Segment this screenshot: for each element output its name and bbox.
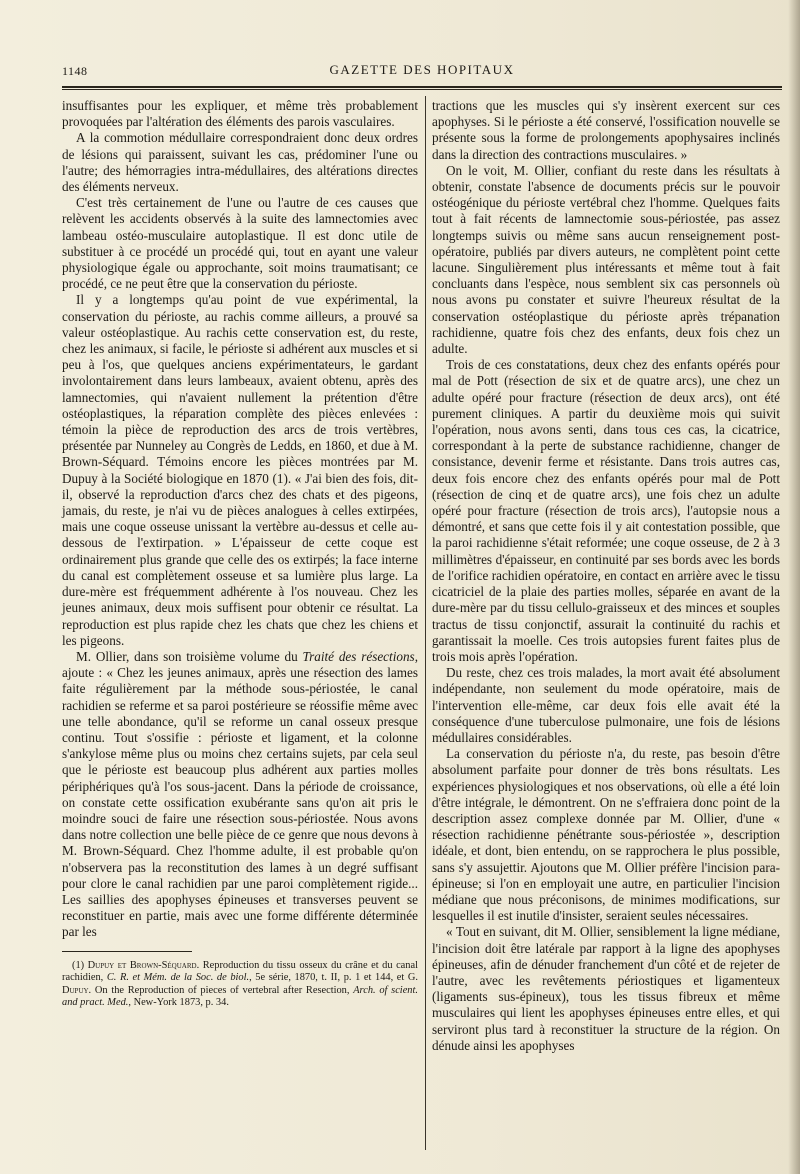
footnote-rule bbox=[62, 951, 192, 952]
paragraph: « Tout en suivant, dit M. Ollier, sensiblement la ligne médiane, l'incision doit être latérale par rapport à la ligne des apophyses épineuses, afin de dénuder franchement d'un côté et de rejeter de l'autre, avec les revêtements périostiques et ligamenteux (ligaments sus-épineux), tous les tissus fibreux et même musculaires qui lient les apophyses épineuses entre elles, et qui serviront plus tard à reconstituer la structure de la région. On dénude ainsi les apophyses bbox=[432, 924, 780, 1053]
page-number: 1148 bbox=[62, 64, 88, 78]
footnote-journal: Arch. of scient. and pract. Med. bbox=[62, 984, 418, 1009]
paragraph: insuffisantes pour les expliquer, et même très probablement provoquées par l'altération des éléments des parois vasculaires. bbox=[62, 98, 418, 130]
paragraph: A la commotion médullaire correspondraient donc deux ordres de lésions qui paraissent, suivant les cas, prédominer l'une ou l'autre; des hémorragies intra-médullaires, des altérations directes des éléments nerveux. bbox=[62, 130, 418, 195]
paragraph-ollier bbox=[62, 649, 418, 941]
footnote-text: On the Reproduction of pieces of vertebral after Resection, bbox=[91, 984, 354, 996]
paragraph-text: M. Ollier, dans son troisième volume du bbox=[76, 648, 303, 664]
paragraph: La conservation du périoste n'a, du reste, pas besoin d'être absolument parfaite pour donner de très bons résultats. Les expériences physiologiques et nos observations, où elle a été loin d'être intégrale, le démontrent. On ne s'effraiera donc point de la description assez complexe donnée par M. Ollier, d'une « résection rachidienne pénétrante sous-périostée », description idéale, et dont, bien entendu, on se rapprochera le plus possible, sans s'y assujettir. Ajoutons que M. Ollier préfère l'incision para-épineuse; si l'on en employait une autre, en particulier l'incision médiane que nous préconisons, de minimes modifications, sur lesquelles il est inutile d'insister, seraient seules nécessaires. bbox=[432, 746, 780, 924]
header-rule bbox=[62, 86, 782, 90]
paragraph: tractions que les muscles qui s'y insèrent exercent sur ces apophyses. Si le périoste a été conservé, l'ossification nouvelle se présente sous la forme de prolongements apophysaires inclinés dans la direction des contractions musculaires. » bbox=[432, 98, 780, 162]
journal-title: GAZETTE DES HOPITAUX bbox=[329, 62, 515, 77]
column-divider bbox=[425, 96, 426, 1150]
page-header bbox=[62, 62, 782, 84]
footnote-text: , 5e série, 1870, t. II, p. 1 et 144, et G. bbox=[249, 972, 418, 984]
paragraph-text: , ajoute : « Chez les jeunes animaux, après une résection des lames faite régulièrement par la méthode sous-périostée, le canal rachidien se referme et sa paroi postérieure se réossifie même avec une telle abondance, qu'il se reforme un canal osseux presque continu. Tout s'ossifie : périoste et ligament, et la colonne s'ankylose même plus ou moins chez certains sujets, par cela seul que le périoste est beaucoup plus adhérent aux parties molles périphériques qu'à l'os sous-jacent. Dans la période de croissance, on constate cette ossification exubérante sans qu'on ait pris le moindre souci de faire une résection sous-périostée. Nous avons dans notre collection une belle pièce de ce genre que nous devons à M. Brown-Séquard. Chez l'homme adulte, il est probable qu'on n'observera pas la reconstitution des lames à un degré suffisant pour clore le canal rachidien par une paroi complètement rigide... Les saillies des apophyses épineuses et transverses peuvent se reconstituer en partie, mais avec une forme différente déterminée par les bbox=[62, 648, 418, 940]
footnote-authors: Dupuy et Brown-Séquard. bbox=[87, 959, 200, 971]
right-column bbox=[432, 98, 780, 1150]
paragraph: Du reste, chez ces trois malades, la mort avait été absolument indépendante, non seulement du mode opératoire, mais de l'intervention elle-même, car deux fois elle avait été la conséquence d'une tuberculose pulmonaire, une fois de lésions médullaires considérables. bbox=[432, 665, 780, 745]
footnote-text: , New-York 1873, p. 34. bbox=[128, 997, 229, 1009]
book-title: Traité des résections bbox=[302, 648, 415, 664]
paragraph: On le voit, M. Ollier, confiant du reste dans les résultats à obtenir, constate l'absence de documents précis sur le pouvoir ostéogénique du périoste vertébral chez l'homme. Quelques faits tout à fait récents de lamnectomie sous-périostée, pas assez longtemps suivis ou même sans aucun renseignement post-opératoire, publiés par divers auteurs, ne complètent point cette lacune. Singulièrement plus intéressants et même tout à fait concluants dans l'espèce, nous semblent six cas personnels où nous avons pu constater et suivre l'heureux résultat de la conservation ostéoplastique du périoste après trépanation rachidienne, quatre fois chez des enfants, deux fois chez un adulte. bbox=[432, 162, 780, 357]
footnotes bbox=[62, 960, 418, 1010]
left-column bbox=[62, 98, 418, 1150]
paragraph: C'est très certainement de l'une ou l'autre de ces causes que relèvent les accidents observés à la suite des lamnectomies avec lambeau ostéo-musculaire autoplastique. Il est donc utile de substituer à ce procédé un procédé qui, tout en ayant une valeur physiologique égale ou approchante, soit moins traumatisant; ce procédé, ce ne peut être que la conservation du périoste. bbox=[62, 195, 418, 292]
footnote-marker: (1) bbox=[72, 959, 88, 971]
paragraph: Il y a longtemps qu'au point de vue expérimental, la conservation du périoste, au rachis comme ailleurs, a prouvé sa valeur ostéoplastique. Au rachis cette conservation est, du reste, chez les animaux, si facile, le périoste si adhérent aux muscles et si peu à l'os, que quelques anciens expérimentateurs, le gardant involontairement dans leurs lambeaux, avaient obtenu, après des lamnectomies, qui n'avaient nullement la prétention d'être ostéoplastiques, la réparation complète des pièces enlevées : témoin la pièce de reproduction des arcs de trois vertèbres, présentée par Nunneley au Congrès de Ledds, en 1860, et due à M. Brown-Séquard. Témoins encore les pièces montrées par M. Dupuy à la Société biologique en 1870 (1). « J'ai bien des fois, dit-il, observé la reproduction d'arcs chez des chats et des pigeons, jamais, du reste, je n'ai vu de pièces analogues à celles extirpées, mais une coque osseuse unissant la vertèbre au-dessus et celle au-dessous de l'extirpation. » L'épaisseur de cette coque est ordinairement plus grande que celle des os extirpés; la face interne du canal est complètement osseuse et sa lumière plus large. La dure-mère est fréquemment adhérente à l'os nouveau. Chez les jeunes animaux, deux mois suffisent pour obtenir ce résultat. La reproduction est plus rapide chez les chats que chez les chiens et les pigeons. bbox=[62, 292, 418, 648]
footnote bbox=[62, 960, 418, 1010]
footnote-text: Reproduction du tissu osseux du crâne et du canal rachidien, bbox=[62, 959, 418, 984]
paragraph: Trois de ces constatations, deux chez des enfants opérés pour mal de Pott (résection de six et de quatre arcs), une chez un adulte opéré pour fracture (résection de deux arcs), ont été purement cliniques. A partir du deuxième mois qui suivit l'opération, nous avons senti, dans tous ces cas, la cicatrice, correspondant à la perte de substance rachidienne, changer de consistance, devenir ferme et résistante. Dans trois autres cas, deux fois encore chez des enfants opérés pour mal de Pott (résection de cinq et de quatre arcs), une fois chez un adulte opéré pour fracture (résection de trois arcs), l'autopsie nous a démontré, et sans que cette fois il y ait contestation possible, que la paroi rachidienne s'était reformée; une coque osseuse, de 2 à 3 millimètres d'épaisseur, en continuité par ses bords avec les bords de l'orifice rachidien opératoire, en contact en arrière avec le tissu cicatriciel de la plaie des parties molles, séparée en avant de la dure-mère par du tissu cellulo-graisseux et des minces et souples tractus de tissu conjonctif, assurait la continuité du rachis et garantissait la moelle. Ces trois autopsies furent faites plus de trois mois après l'opération. bbox=[432, 357, 780, 664]
footnote-journal: C. R. et Mém. de la Soc. de biol. bbox=[106, 972, 250, 984]
footnote-author: Dupuy. bbox=[62, 984, 92, 996]
